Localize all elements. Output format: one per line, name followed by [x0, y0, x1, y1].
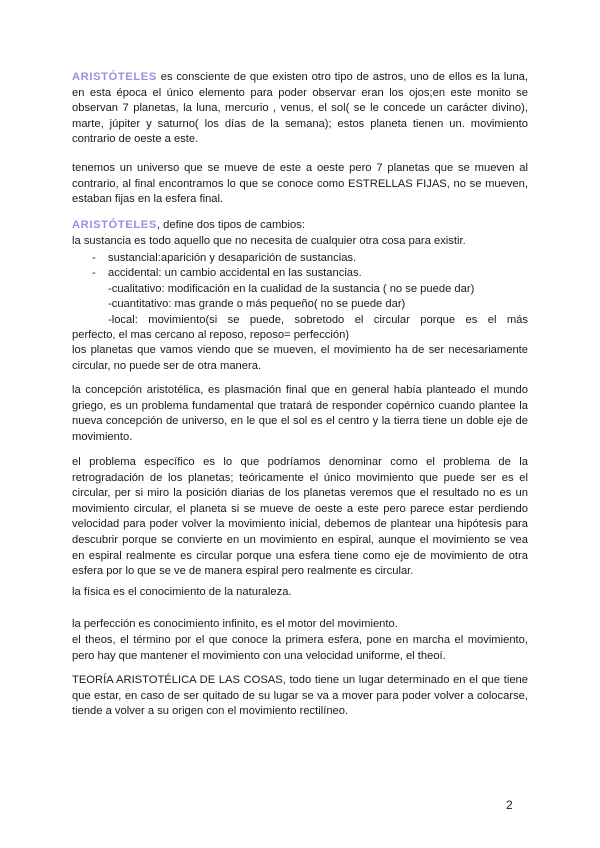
paragraph-concepcion: la concepción aristotélica, es plasmación final que en general había planteado el mundo griego, es un problema fundamental que tratará de responder copérnico cuando plantee la nueva concepción de universo, en le que el sol es el centro y la tierra tiene un doble eje de movimiento.: [72, 384, 528, 443]
paragraph-cambios-heading: [72, 218, 528, 234]
subitem-cuantitativo: -cuantitativo: mas grande o más pequeño( no se puede dar): [108, 298, 406, 310]
paragraph-retrogradacion: el problema específico es lo que podríamos denominar como el problema de la retrogradación de los planetas; teóricamente el único movimiento que puede ser es el circular, per si miro la posición diarias de los planetas veremos que el resultado no es un movimiento circular, el planeta si se mueve de oeste a este pero parece estar perdiendo velocidad para poder volver la movimiento inicial, debemos de plantear una hipótesis para descubrir porque se convierte en un movimiento en espiral, aunque el movimiento se vea en espiral realmente es circular porque una esfera tiene como eje de movimiento de otra esfera por lo que se ve de manera espiral pero realmente es circular.: [72, 456, 528, 578]
aristoteles-highlight: ARISTÓTELES: [72, 219, 157, 231]
subitem-cualitativo: -cualitativo: modificación en la cualidad de la sustancia ( no se puede dar): [108, 283, 475, 295]
paragraph-text: es consciente de que existen otro tipo de astros, uno de ellos es la luna, en esta época el único elemento para poder observar eran los ojos;en este monito se observan 7 planetas, la luna, mercurio , venus, el sol( se le concede un carácter divino), marte, júpiter y saturno( los días de la semana); estos planeta tienen un. movimiento contrario de oeste a este.: [72, 71, 528, 146]
paragraph-planetas-circular: los planetas que vamos viendo que se mueven, el movimiento ha de ser necesariamente circular, no puede ser de otra manera.: [72, 344, 528, 372]
paragraph-text: , define dos tipos de cambios:: [156, 219, 305, 231]
list-dash: -: [92, 252, 96, 264]
paragraph-astros: [72, 70, 528, 148]
aristoteles-highlight: ARISTÓTELES: [72, 71, 157, 83]
list-dash: -: [92, 267, 96, 279]
paragraph-perfeccion: la perfección es conocimiento infinito, es el motor del movimiento.: [72, 618, 398, 630]
subitem-local-line1: -local: movimiento(si se puede, sobretodo el circular porque es el más: [108, 314, 528, 326]
paragraph-universo: tenemos un universo que se mueve de este a oeste pero 7 planetas que se mueven al contrario, al final encontramos lo que se conoce como ESTRELLAS FIJAS, no se mueven, estaban fijas en la esfera final.: [72, 162, 528, 206]
paragraph-fisica: la física es el conocimiento de la naturaleza.: [72, 586, 292, 598]
paragraph-sustancia: la sustancia es todo aquello que no necesita de cualquier otra cosa para existir.: [72, 235, 466, 247]
subitem-local-line2: perfecto, el mas cercano al reposo, reposo= perfección): [72, 329, 350, 341]
list-item-accidental: accidental: un cambio accidental en las sustancias.: [108, 267, 362, 279]
paragraph-teoria: TEORÍA ARISTOTÉLICA DE LAS COSAS, todo tiene un lugar determinado en el que tiene que estar, en caso de ser quitado de su lugar se va a mover para poder volver a colocarse, tiende a volver a su origen con el movimiento rectilíneo.: [72, 674, 528, 718]
paragraph-theos: el theos, el término por el que conoce la primera esfera, pone en marcha el movimiento, pero hay que mantener el movimiento con una velocidad uniforme, el theoí.: [72, 634, 528, 662]
page-number: 2: [506, 798, 513, 812]
list-item-sustancial: sustancial:aparición y desaparición de sustancias.: [108, 252, 357, 264]
